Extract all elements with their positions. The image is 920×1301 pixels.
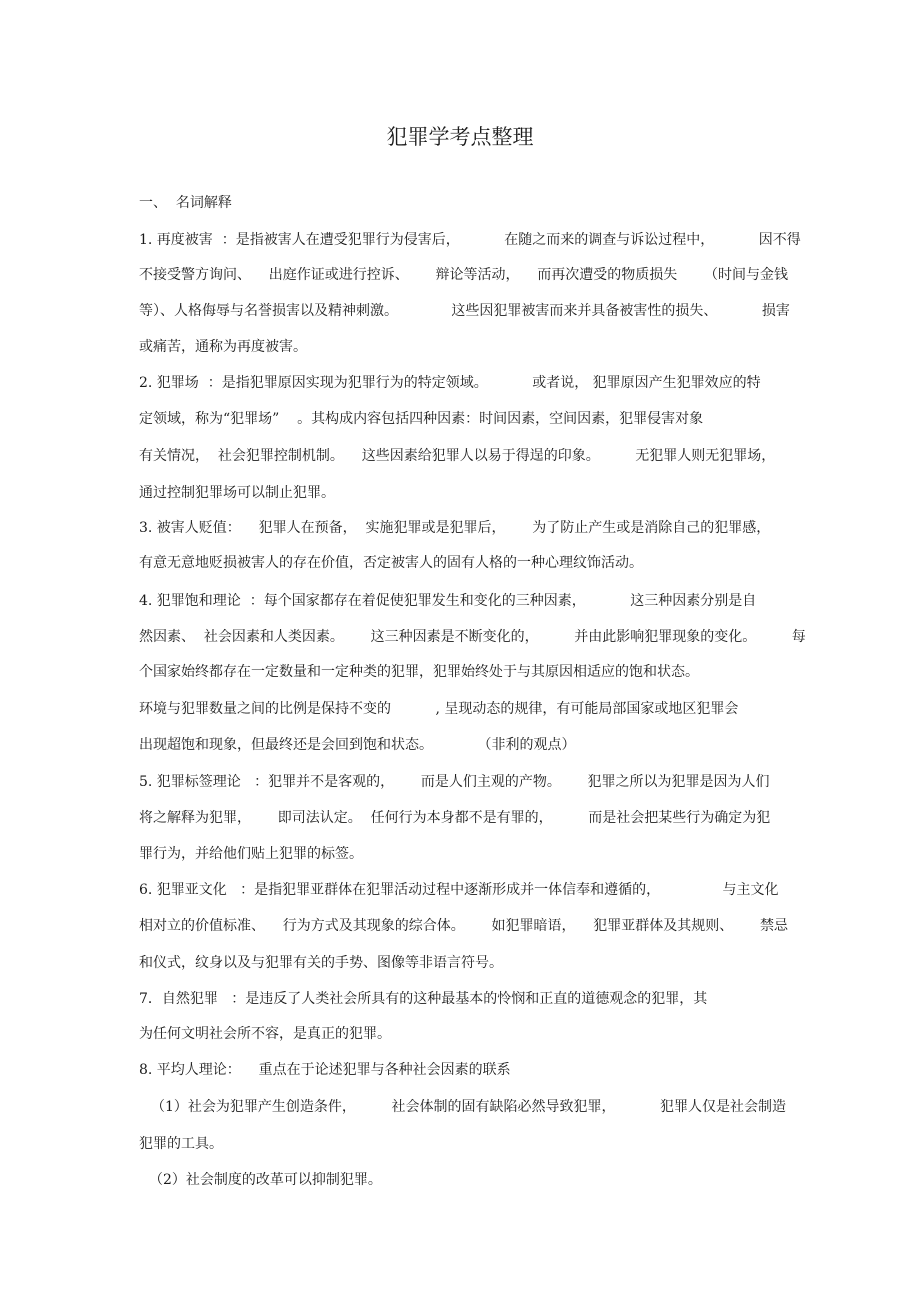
term-6-line-2: 相对立的价值标准、 行为方式及其现象的综合体。 如犯罪暗语， 犯罪亚群体及其规则、 禁忌 bbox=[139, 918, 789, 934]
term-3-line-2: 有意无意地贬损被害人的存在价值，否定被害人的固有人格的一种心理纹饰活动。 bbox=[139, 555, 643, 571]
term-6-line-1: 6. 犯罪亚文化 ：是指犯罪亚群体在犯罪活动过程中逐渐形成并一体信奉和遵循的， 与主文化 bbox=[139, 882, 779, 898]
term-4-line-3: 个国家始终都存在一定数量和一定种类的犯罪，犯罪始终处于与其原因相适应的饱和状态。 bbox=[139, 664, 699, 680]
term-2-line-4: 通过控制犯罪场可以制止犯罪。 bbox=[139, 485, 335, 501]
term-5-line-1: 5. 犯罪标签理论 ：犯罪并不是客观的， 而是人们主观的产物。 犯罪之所以为犯罪是因为人们 bbox=[139, 774, 770, 790]
term-4-line-4: 环境与犯罪数量之间的比例是保持不变的 , 呈现动态的规律，有可能局部国家或地区犯罪会 bbox=[139, 701, 739, 717]
term-1-line-4: 或痛苦，通称为再度被害。 bbox=[139, 339, 307, 355]
term-3-line-1: 3. 被害人贬值： 犯罪人在预备， 实施犯罪或是犯罪后， 为了防止产生或是消除自己的犯罪感， bbox=[139, 520, 771, 536]
term-1-line-3: 等）、人格侮辱与名誉损害以及精神刺激。 这些因犯罪被害而来并具备被害性的损失、 损害 bbox=[139, 303, 790, 319]
term-1-line-1: 1. 再度被害 ：是指被害人在遭受犯罪行为侵害后， 在随之而来的调查与诉讼过程中， 因不得 bbox=[139, 232, 801, 248]
term-7-line-1: 7．自然犯罪 ：是违反了人类社会所具有的这种最基本的怜悯和正直的道德观念的犯罪，其 bbox=[139, 991, 708, 1007]
term-5-line-2: 将之解释为犯罪， 即司法认定。 任何行为本身都不是有罪的， 而是社会把某些行为确定为犯 bbox=[139, 810, 771, 826]
term-8-point-1-line-2: 犯罪的工具。 bbox=[139, 1136, 223, 1152]
term-2-line-1: 2. 犯罪场 ：是指犯罪原因实现为犯罪行为的特定领域。 或者说， 犯罪原因产生犯罪效应的特 bbox=[139, 375, 761, 391]
term-1-line-2: 不接受警方询问、 出庭作证或进行控诉、 辩论等活动， 而再次遭受的物质损失 （时间与金钱 bbox=[139, 267, 789, 283]
term-6-line-3: 和仪式，纹身以及与犯罪有关的手势、图像等非语言符号。 bbox=[139, 955, 503, 971]
page-title: 犯罪学考点整理 bbox=[386, 125, 534, 149]
term-8-point-2: （2）社会制度的改革可以抑制犯罪。 bbox=[149, 1172, 382, 1188]
term-8-line-1: 8. 平均人理论： 重点在于论述犯罪与各种社会因素的联系 bbox=[139, 1062, 511, 1078]
term-2-line-2: 定领域，称为“犯罪场” 。其构成内容包括四种因素：时间因素，空间因素，犯罪侵害对象 bbox=[139, 411, 704, 427]
term-2-line-3: 有关情况， 社会犯罪控制机制。 这些因素给犯罪人以易于得逞的印象。 无犯罪人则无犯罪场， bbox=[139, 448, 776, 464]
term-7-line-2: 为任何文明社会所不容，是真正的犯罪。 bbox=[139, 1026, 391, 1042]
term-8-point-1-line-1: （1）社会为犯罪产生创造条件， 社会体制的固有缺陷必然导致犯罪， 犯罪人仅是社会制造 bbox=[151, 1099, 787, 1115]
term-4-line-5: 出现超饱和现象，但最终还是会回到饱和状态。 （非利的观点） bbox=[139, 737, 576, 753]
term-4-line-2: 然因素、 社会因素和人类因素。 这三种因素是不断变化的， 并由此影响犯罪现象的变化。 每 bbox=[139, 629, 806, 645]
section-heading: 一、 名词解释 bbox=[139, 195, 232, 211]
term-5-line-3: 罪行为，并给他们贴上犯罪的标签。 bbox=[139, 846, 363, 862]
term-4-line-1: 4. 犯罪饱和理论 ：每个国家都存在着促使犯罪发生和变化的三种因素， 这三种因素分别是自 bbox=[139, 593, 757, 609]
